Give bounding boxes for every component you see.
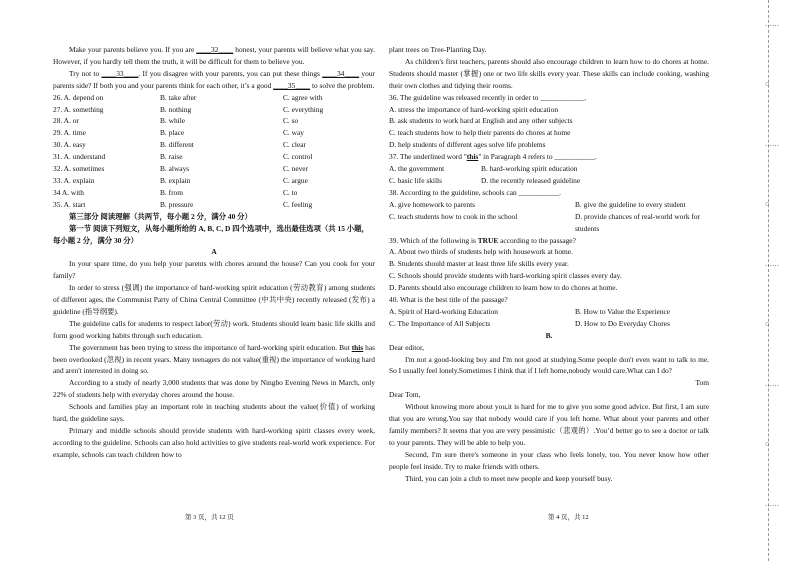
- option: B. pressure: [160, 199, 194, 209]
- option: C. teach students how to cook in the school: [389, 211, 518, 221]
- option: 31. A. understand: [53, 152, 106, 162]
- option: C. agree with: [283, 92, 323, 102]
- option: C. clear: [283, 140, 306, 150]
- option: B. How to Value the Experience: [575, 306, 671, 316]
- text: 39. Which of the following is: [389, 235, 478, 245]
- option-row: [53, 151, 375, 163]
- emphasis: TRUE: [477, 235, 499, 245]
- binding-circle-mark: ○: [765, 440, 770, 448]
- option: C. control: [283, 152, 313, 162]
- option: D. the recently released guideline: [481, 175, 581, 185]
- paragraph: Schools and families play an important role in teaching students about the value(价值) of working hard, the guideline says.: [53, 402, 375, 424]
- option: 34 A. with: [53, 187, 85, 197]
- right-column: [389, 44, 709, 485]
- option-row: [53, 115, 375, 127]
- passage-label-a: A: [211, 247, 217, 257]
- option: C. Schools should provide students with hard-working spirit classes every day.: [389, 271, 622, 281]
- option-row: [53, 199, 375, 211]
- question-36: 36. The guideline was released recently in order to ____________.: [389, 92, 587, 102]
- text: has been overlooked (忽视) in recent years. Many teenagers do not value(重视) the importance of working hard and aren't interested in doing so.: [53, 342, 375, 376]
- option: 32. A. sometimes: [53, 164, 105, 174]
- paragraph: In your spare time, do you help your parents with chores around the house? Can you cook for your family?: [53, 259, 375, 281]
- option-row: [389, 318, 709, 330]
- blank-32: ____32____: [196, 45, 234, 54]
- option: D. provide chances of real-world work for students: [575, 211, 700, 233]
- paragraph: [53, 68, 375, 92]
- question-37: [389, 151, 709, 163]
- text: Make your parents believe you. If you are: [69, 45, 197, 54]
- option: A. the government: [389, 164, 445, 174]
- option: B. raise: [160, 152, 183, 162]
- option: D. Parents should also encourage children to learn how to do chores at home.: [389, 283, 618, 293]
- option: A. stress the importance of hard-working spirit education: [389, 104, 559, 114]
- paragraph: The guideline calls for students to respect labor(劳动) work. Students should learn basic life skills and form good working habits through such education.: [53, 318, 375, 340]
- text: to solve the problem.: [310, 80, 375, 90]
- option: 30. A. easy: [53, 140, 86, 150]
- section-heading: 第一节 阅读下列短文，从每小题所给的 A, B, C, D 四个选项中，选出最佳选项（共 15 小题，每小题 2 分，满分 30 分）: [53, 223, 369, 245]
- blank-34: ____34____: [322, 68, 360, 78]
- option: B. from: [160, 187, 183, 197]
- binding-circle-mark: ○: [765, 80, 770, 88]
- option-row: [389, 211, 709, 235]
- option: C. way: [283, 128, 304, 138]
- option-row: [389, 306, 709, 318]
- option: 33. A. explain: [53, 175, 95, 185]
- text: your parents side? If both you and your parents think for each other, it’s a good: [53, 68, 375, 90]
- option: B. nothing: [160, 104, 192, 114]
- left-column: [53, 44, 375, 461]
- text: . If you disagree with your parents, you can put these things: [138, 68, 323, 78]
- option: C. feeling: [283, 199, 313, 209]
- option: C. never: [283, 164, 309, 174]
- binding-circle-mark: ○: [765, 200, 770, 208]
- paragraph: I'm not a good-looking boy and I'm not good at studying.Some people don't even want to talk to me. So I usually feel lonely.Sometimes I think that if I left home,nobody would care.What can I do?: [389, 354, 709, 376]
- option: B. explain: [160, 175, 191, 185]
- page-number: 第 4 页，共 12: [548, 514, 589, 521]
- binding-dots-mark: ……: [765, 140, 779, 148]
- option: D. help students of different ages solve life problems: [389, 140, 546, 150]
- option-row: [53, 104, 375, 116]
- page-number: 第 3 页，共 12 页: [185, 514, 234, 521]
- text: Try not to: [69, 68, 102, 78]
- option: B. ask students to work hard at English and any other subjects: [389, 116, 573, 126]
- option: B. hard-working spirit education: [481, 164, 578, 174]
- paragraph: plant trees on Tree-Planting Day.: [389, 45, 487, 54]
- option: B. different: [160, 140, 194, 150]
- paragraph: [53, 44, 375, 68]
- paragraph: Second, I'm sure there's someone in your class who feels lonely, too. You never know how other people feel inside. Try to make friends with others.: [389, 449, 709, 471]
- option: A. give homework to parents: [389, 199, 475, 209]
- option: B. while: [160, 116, 186, 126]
- option: 26. A. depend on: [53, 92, 104, 102]
- option: B. place: [160, 128, 185, 138]
- option: D. How to Do Everyday Chores: [575, 318, 670, 328]
- option: C. basic life skills: [389, 175, 442, 185]
- option: 29. A. time: [53, 128, 86, 138]
- paragraph: According to a study of nearly 3,000 students that was done by Ningbo Evening News in March, only 22% of students help with everyday chores around the house.: [53, 378, 375, 400]
- text: honest, your parents will believe what you say. However, if you hardly tell them the truth, it will be difficult for them to believe you.: [53, 45, 375, 66]
- option: C. The Importance of All Subjects: [389, 318, 491, 328]
- option: B. give the guideline to every student: [575, 199, 686, 209]
- option: A. Spirit of Hard-working Education: [389, 306, 498, 316]
- passage-label-b: B.: [545, 330, 553, 340]
- option: C. everything: [283, 104, 324, 114]
- option-row: [53, 92, 375, 104]
- option-row: [53, 139, 375, 151]
- paragraph: Primary and middle schools should provide students with hard-working spirit classes every week, according to the guideline. Schools can also hold activities to give students real-world work experience. For example, schools can teach children how to: [53, 426, 375, 459]
- paragraph: Without knowing more about you,it is hard for me to give you some good advice. But first, I am sure that you are wrong.You say that nobody would care if you left home. What about your parents and other family members? It seems that you are very pessimistic（悲观的）.You’d better go to see a doctor or talk to your parents. They will be able to help you.: [389, 402, 709, 447]
- option: 27. A. something: [53, 104, 104, 114]
- option-row: [53, 187, 375, 199]
- option-row: [53, 163, 375, 175]
- blank-35: ____35____: [273, 80, 311, 90]
- question-39-options: [389, 246, 709, 294]
- binding-circle-mark: ○: [765, 320, 770, 328]
- option: C. argue: [283, 175, 308, 185]
- option-row: [389, 163, 709, 175]
- binding-dots-mark: ……: [765, 500, 779, 508]
- salutation: Dear Tom,: [389, 390, 421, 400]
- paragraph: Third, you can join a club to meet new people and keep yourself busy.: [405, 473, 613, 483]
- option: A. About two thirds of students help with housework at home.: [389, 247, 573, 257]
- signature: Tom: [695, 378, 709, 388]
- option: B. take after: [160, 92, 197, 102]
- option: 28. A. or: [53, 116, 79, 126]
- option: C. teach students how to help their parents do chores at home: [389, 128, 571, 138]
- underlined-word: this: [466, 152, 479, 162]
- salutation: Dear editor,: [389, 342, 424, 352]
- underlined-word: this: [351, 342, 364, 352]
- part-heading: 第三部分 阅读理解（共两节，每小题 2 分，满分 40 分）: [69, 211, 252, 221]
- option: C. so: [283, 116, 299, 126]
- option-row: [389, 199, 709, 211]
- blank-33: ____33____: [101, 68, 139, 78]
- question-36-options: [389, 104, 709, 152]
- paragraph: As children's first teachers, parents should also encourage children to learn how to do chores at home. Students should master (掌握) one or two life skills every year. These skills can include cooking, washing their own clothes and tidying their rooms.: [389, 56, 709, 90]
- option-row: [53, 175, 375, 187]
- paragraph: [53, 342, 375, 378]
- text: " in Paragraph 4 refers to ___________.: [478, 152, 597, 162]
- option: 35. A. start: [53, 199, 86, 209]
- paragraph: In order to stress (强调) the importance of hard-working spirit education (劳动教育) among students of different ages, the Communist Party of China Central Committee (中共中央) recently released (发布) a guideline (指导纲要).: [53, 283, 375, 316]
- binding-dots-mark: ……: [765, 380, 779, 388]
- binding-dots-mark: ……: [765, 260, 779, 268]
- option: B. always: [160, 164, 190, 174]
- question-39: [389, 235, 709, 247]
- text: 37. The underlined word ": [389, 152, 467, 162]
- text: The government has been trying to stress the importance of hard-working spirit education. But: [69, 342, 352, 352]
- cloze-options: [53, 92, 375, 211]
- option-row: [53, 127, 375, 139]
- question-40: 40. What is the best title of the passage?: [389, 295, 508, 305]
- binding-margin: [760, 0, 790, 561]
- option-row: [389, 175, 709, 187]
- text: according to the passage?: [498, 235, 576, 245]
- option: B. Students should master at least three life skills every year.: [389, 259, 569, 269]
- question-38: 38. According to the guideline, schools can ___________.: [389, 187, 562, 197]
- option: C. to: [283, 187, 298, 197]
- binding-dots-mark: ……: [765, 20, 779, 28]
